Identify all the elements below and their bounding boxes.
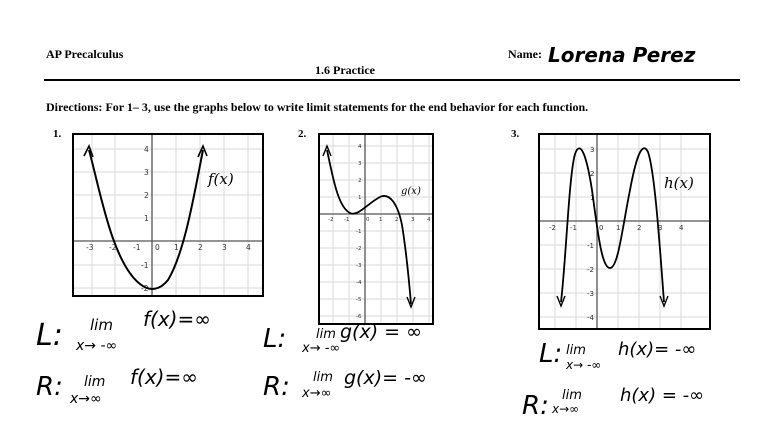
answer-1-left-lim: lim	[90, 316, 113, 334]
answer-1-left-label: L:	[36, 318, 63, 353]
graph-g-ytick: -6	[356, 314, 362, 320]
answer-2-left-label: L:	[263, 324, 287, 354]
graph-f-ytick: 4	[144, 145, 149, 154]
answer-3-right-label: R:	[522, 391, 549, 421]
graph-g-xtick: 0	[366, 217, 370, 223]
graph-f-xtick: 3	[222, 243, 227, 252]
graph-h-ytick: 2	[590, 170, 595, 178]
answer-1-right-label: R:	[36, 372, 63, 402]
graph-h-xtick: -2	[549, 224, 556, 232]
answer-3-left-expr: h(x)= -∞	[618, 339, 697, 360]
graph-h-xtick: 1	[616, 224, 621, 232]
answer-1-right-expr: f(x)=∞	[130, 365, 198, 389]
answer-3-right-lim: lim	[562, 388, 582, 403]
answer-3-left-lim: lim	[566, 343, 586, 358]
graph-f-xtick: 2	[198, 243, 203, 252]
answer-3-left-label: L:	[539, 339, 563, 369]
answer-3-right-expr: h(x) = -∞	[620, 385, 705, 406]
graph-h-ytick: -2	[587, 266, 594, 274]
answer-2-right-expr: g(x)= -∞	[344, 367, 427, 389]
name-label: Name:	[508, 47, 542, 61]
graph-g-ytick: 3	[358, 161, 362, 167]
answer-2-left-expr: g(x) = ∞	[340, 321, 422, 343]
graph-h-xtick: -1	[570, 224, 577, 232]
problem-1-number: 1.	[53, 128, 62, 140]
graph-h-ytick: -4	[587, 314, 594, 322]
graph-f-ytick: 3	[144, 168, 149, 177]
graph-g-xtick: 4	[427, 217, 431, 223]
graph-f-xtick: 0	[155, 243, 160, 252]
answer-1-left-sub: x→ -∞	[76, 338, 118, 354]
page-title: 1.6 Practice	[315, 63, 375, 77]
answer-2-left-sub: x→ -∞	[302, 341, 341, 356]
graph-g-label: g(x)	[401, 186, 421, 197]
graph-g-xtick: -1	[344, 217, 350, 223]
answer-1-right-sub: x→∞	[70, 391, 102, 407]
answer-2-right-sub: x→∞	[302, 386, 332, 401]
directions-text: For 1– 3, use the graphs below to write limit statements for the end behavior for each function.	[105, 100, 589, 114]
directions-label: Directions:	[46, 100, 103, 114]
answer-2-left-lim: lim	[316, 327, 336, 342]
graph-h-ytick: -3	[587, 290, 594, 298]
graph-h-xtick: 4	[679, 224, 684, 232]
graph-f-xtick: -1	[133, 243, 141, 252]
graph-h-label: h(x)	[664, 174, 694, 192]
name-signature-text: Lorena Perez	[548, 43, 696, 67]
graph-f-ytick: -2	[141, 284, 149, 293]
answer-2-right-label: R:	[263, 372, 290, 402]
graph-g-ytick: -5	[356, 297, 362, 303]
graph-f-xtick: -3	[86, 243, 94, 252]
problem-3-number: 3.	[511, 128, 520, 140]
graph-h-xtick: 3	[658, 224, 663, 232]
answer-3-left-sub: x→ -∞	[566, 358, 602, 372]
graph-f-ytick: -1	[141, 261, 149, 270]
graph-h-ytick: -1	[587, 242, 594, 250]
graph-g-ytick: 2	[358, 178, 362, 184]
graph-f-xtick: 1	[174, 243, 179, 252]
graph-f-ytick: 1	[144, 214, 149, 223]
graph-g-xtick: -2	[328, 217, 334, 223]
graph-g-xtick: 2	[395, 217, 399, 223]
graph-g-xtick: 3	[411, 217, 415, 223]
graph-h-ytick: 1	[590, 194, 595, 202]
graph-h-xtick: 2	[637, 224, 642, 232]
graph-h-ytick: 3	[590, 146, 595, 154]
graph-f-xtick: 4	[246, 243, 251, 252]
graph-g-ytick: -4	[356, 280, 362, 286]
graph-f-xtick: -2	[109, 243, 117, 252]
answer-1-left-expr: f(x)=∞	[143, 307, 211, 331]
course-title: AP Precalculus	[46, 47, 124, 61]
answer-2-right-lim: lim	[313, 370, 333, 385]
graph-f-ytick: 2	[144, 191, 149, 200]
graph-g-ytick: -1	[356, 229, 362, 235]
graph-g-xtick: 1	[379, 217, 383, 223]
graph-g-ytick: -3	[356, 263, 362, 269]
graph-g-ytick: 1	[358, 195, 362, 201]
graph-g-ytick: -2	[356, 246, 362, 252]
answer-1-right-lim: lim	[84, 374, 106, 390]
graph-g-ytick: 4	[358, 144, 362, 150]
answer-3-right-sub: x→∞	[552, 402, 580, 416]
problem-2-number: 2.	[298, 128, 307, 140]
graph-f-label: f(x)	[208, 170, 234, 188]
graph-h-xtick: 0	[599, 224, 604, 232]
